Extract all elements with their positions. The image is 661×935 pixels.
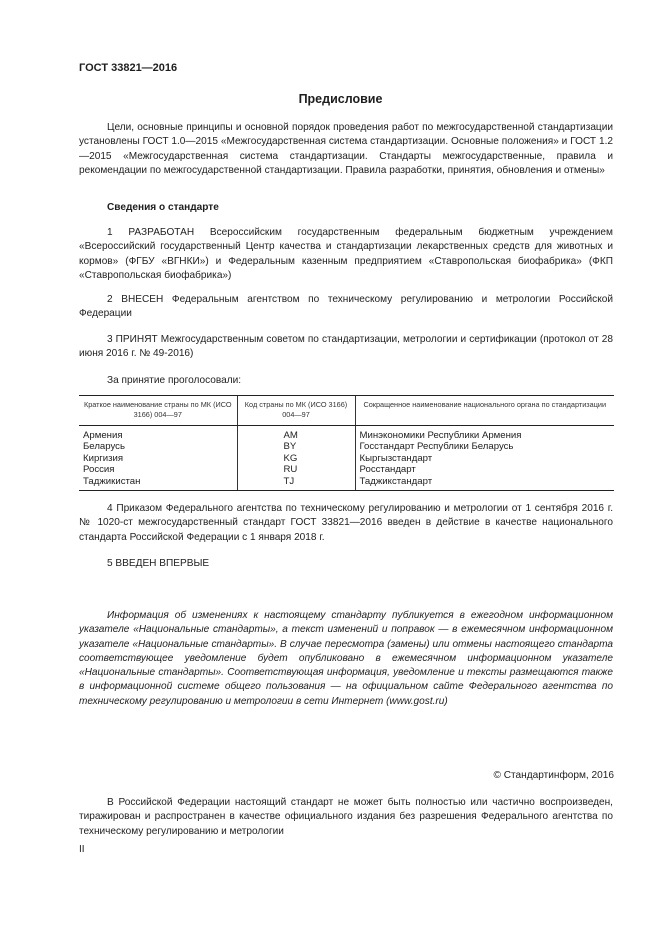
country-cell: Россия [83, 464, 115, 476]
body-cell: Минэкономики Республики Армения [355, 426, 614, 442]
body-cell: Госстандарт Республики Беларусь [355, 441, 614, 452]
item-1-developed: 1 РАЗРАБОТАН Всероссийским государственным федеральным бюджетным учреждением «Всероссийский государственный Центр качества и стандартизации лекарственных средств для животных и кормов» (ФГБУ «ВГНКИ») и Федеральным казенным предприятием «Ставропольская биофабрика» (ФКП «Ставропольская биофабрика») [79, 227, 613, 281]
page-title: Предисловие [298, 92, 383, 106]
table-row [79, 453, 614, 464]
table-header-row [79, 396, 614, 426]
code-cell: TJ [237, 476, 355, 491]
country-cell: Армения [83, 430, 123, 441]
item-3-adopted: 3 ПРИНЯТ Межгосударственным советом по стандартизации, метрологии и сертификации (протокол от 28 июня 2016 г. № 49-2016) [79, 334, 613, 360]
item-2-submitted: 2 ВНЕСЕН Федеральным агентством по техническому регулированию и метрологии Российской Федерации [79, 294, 613, 320]
table-row [79, 464, 614, 475]
change-notice: Информация об изменениях к настоящему стандарту публикуется в ежегодном информационном указателе «Национальные стандарты», а текст изменений и поправок — в ежемесячном информационном указателе «Национальные стандарты». В случае пересмотра (замены) или отмены настоящего стандарта соответствующее уведомление будет опубликовано в ежемесячном информационном указателе «Национальные стандарты». Соответствующая информация, уведомление и тексты размещаются также в информационной системе общего пользования — на официальном сайте Федерального агентства по техническому регулированию и метрологии в сети Интернет (www.gost.ru) [79, 610, 613, 707]
code-cell: BY [237, 441, 355, 452]
voting-states-table [79, 395, 614, 491]
code-cell: KG [237, 453, 355, 464]
country-cell: Таджикистан [79, 476, 237, 491]
section-heading: Сведения о стандарте [107, 202, 219, 213]
table-row [79, 441, 614, 452]
country-cell: Беларусь [83, 441, 125, 453]
intro-paragraph: Цели, основные принципы и основной порядок проведения работ по межгосударственной стандартизации установлены ГОСТ 1.0—2015 «Межгосударственная система стандартизации. Основные положения» и ГОСТ 1.2—2015 «Межгосударственная система стандартизации. Стандарты межгосударственные, правила и рекомендации по межгосударственной стандартизации. Правила разработки, принятия, обновления и отмены» [79, 122, 613, 176]
table-row [79, 426, 614, 442]
body-cell: Таджикстандарт [355, 476, 614, 491]
body-cell: Росстандарт [355, 464, 614, 475]
body-cell: Кыргызстандарт [355, 453, 614, 464]
page-number: II [79, 844, 85, 855]
reproduction-restriction: В Российской Федерации настоящий стандарт не может быть полностью или частично воспроизведен, тиражирован и распространен в качестве официального издания без разрешения Федерального агентства по техническому регулированию и метрологии [79, 797, 613, 837]
column-header-country: Краткое наименование страны по МК (ИСО 3166) 004—97 [79, 396, 237, 426]
item-5-introduced: 5 ВВЕДЕН ВПЕРВЫЕ [107, 558, 210, 569]
vote-intro: За принятие проголосовали: [107, 375, 242, 386]
code-cell: AM [237, 426, 355, 442]
table-row [79, 476, 614, 491]
column-header-code: Код страны по МК (ИСО 3166) 004—97 [237, 396, 355, 426]
country-cell: Киргизия [83, 452, 124, 464]
copyright: © Стандартинформ, 2016 [493, 770, 614, 781]
item-4-order: 4 Приказом Федерального агентства по техническому регулированию и метрологии от 1 сентября 2016 г. № 1020-ст межгосударственный стандарт ГОСТ 33821—2016 введен в действие в качестве национального стандарта Российской Федерации с 1 января 2018 г. [79, 503, 613, 543]
document-id: ГОСТ 33821—2016 [79, 62, 178, 74]
code-cell: RU [237, 464, 355, 475]
column-header-body: Сокращенное наименование национального органа по стандартизации [355, 396, 614, 426]
